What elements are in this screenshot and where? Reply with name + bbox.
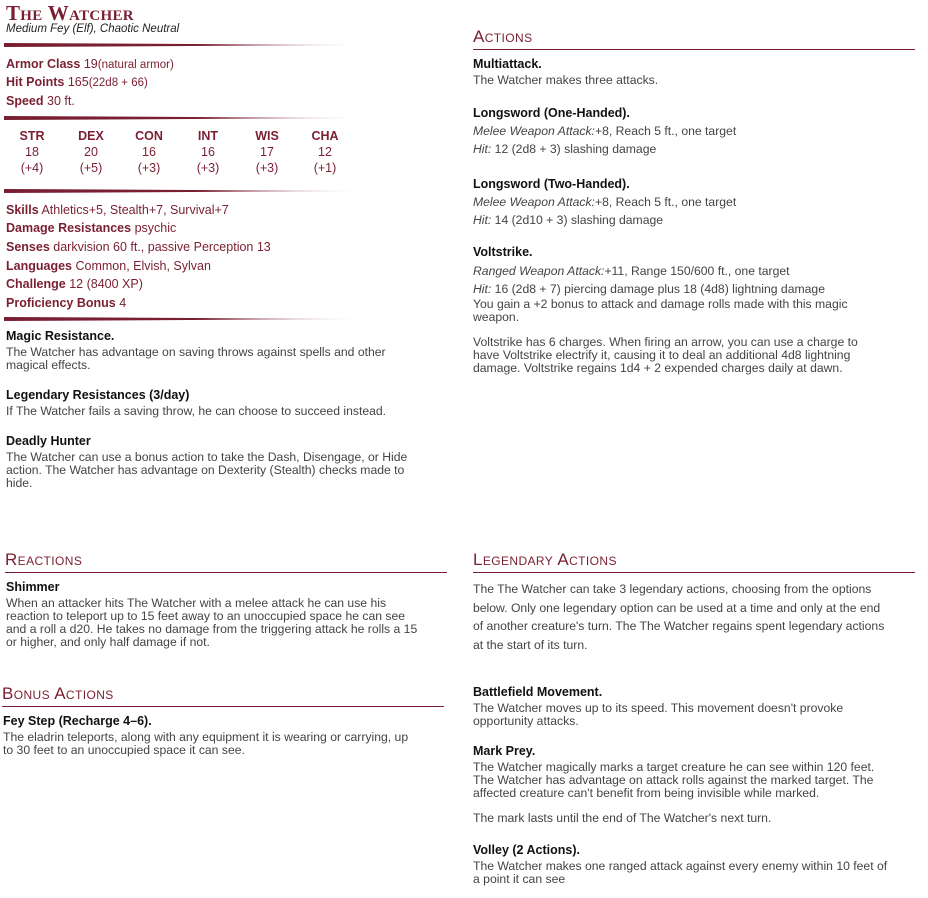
divider (4, 189, 366, 193)
action-longsword-two-handed: Longsword (Two-Handed). Melee Weapon Attack:+8, Reach 5 ft., one target Hit: 14 (2d10 + 3) slashing damage (473, 177, 737, 227)
divider (4, 317, 366, 321)
trait-magic-resistance: Magic Resistance. The Watcher has advantage on saving throws against spells and other magical effects. (6, 329, 386, 372)
bonus-action-fey-step: Fey Step (Recharge 4–6). The eladrin teleports, along with any equipment it is wearing or carrying, up to 30 feet to an unoccupied space it can see. (3, 714, 409, 757)
legendary-volley: Volley (2 Actions). The Watcher makes one ranged attack against every enemy within 10 feet of a point it can see (473, 843, 888, 886)
ability-dex: DEX 20 (+5) (78, 129, 104, 175)
monster-meta: Medium Fey (Elf), Chaotic Neutral (6, 23, 180, 35)
divider (4, 43, 366, 47)
speed: Speed 30 ft. (6, 94, 75, 108)
armor-class: Armor Class 19(natural armor) (6, 57, 174, 71)
monster-name: The Watcher (6, 1, 134, 25)
legendary-battlefield-movement: Battlefield Movement. The Watcher moves up to its speed. This movement doesn't provoke opportunity attacks. (473, 685, 844, 728)
skills: Skills Athletics+5, Stealth+7, Survival+7 (6, 203, 229, 217)
senses: Senses darkvision 60 ft., passive Perception 13 (6, 240, 271, 254)
reactions-header: Reactions (5, 550, 447, 573)
divider (4, 116, 366, 120)
action-voltstrike: Voltstrike. Ranged Weapon Attack:+11, Range 150/600 ft., one target Hit: 16 (2d8 + 7) piercing damage plus 18 (4d8) lightning damage You gain a +2 bonus to attack and damage rolls made with this magic weapon. Voltstrike has 6 charges. When firing an arrow, you can use a charge to have Voltstrike electrify it, causing it to deal an additional 4d8 lightning damage. Voltstrike regains 1d4 + 2 expended charges daily at dawn. (473, 245, 858, 375)
ability-wis: WIS 17 (+3) (255, 129, 279, 175)
proficiency-bonus: Proficiency Bonus 4 (6, 296, 127, 310)
legendary-mark-prey: Mark Prey. The Watcher magically marks a target creature he can see within 120 feet. The Watcher has advantage on attack rolls against the marked target. The affected creature can't benefit from being invisible while marked. The mark lasts until the end of The Watcher's next turn. (473, 744, 875, 825)
ability-str: STR 18 (+4) (19, 129, 45, 175)
hit-points: Hit Points 165(22d8 + 66) (6, 75, 148, 89)
languages: Languages Common, Elvish, Sylvan (6, 259, 211, 273)
damage-resistances: Damage Resistances psychic (6, 221, 177, 235)
legendary-actions-header: Legendary Actions (473, 550, 915, 573)
ability-int: INT 16 (+3) (196, 129, 220, 175)
legendary-intro: The The Watcher can take 3 legendary actions, choosing from the options below. Only one legendary option can be used at a time and only at the end of another creature's turn. The The Watcher regains spent legendary actions at the start of its turn. (473, 582, 885, 652)
challenge: Challenge 12 (8400 XP) (6, 277, 143, 291)
reaction-shimmer: Shimmer When an attacker hits The Watcher with a melee attack he can use his reaction to teleport up to 15 feet away to an unoccupied space he can see and a roll a d20. He takes no damage from the triggering attack he rolls a 15 or higher, and only half damage if not. (6, 580, 418, 649)
bonus-actions-header: Bonus Actions (2, 684, 444, 707)
trait-legendary-resistances: Legendary Resistances (3/day) If The Watcher fails a saving throw, he can choose to succeed instead. (6, 388, 387, 418)
action-multiattack: Multiattack. The Watcher makes three attacks. (473, 57, 659, 87)
actions-header: Actions (473, 27, 915, 50)
action-longsword-one-handed: Longsword (One-Handed). Melee Weapon Attack:+8, Reach 5 ft., one target Hit: 12 (2d8 + 3) slashing damage (473, 106, 737, 156)
ability-con: CON 16 (+3) (135, 129, 163, 175)
trait-deadly-hunter: Deadly Hunter The Watcher can use a bonus action to take the Dash, Disengage, or Hide action. The Watcher has advantage on Dexterity (Stealth) checks made to hide. (6, 434, 408, 490)
ability-cha: CHA 12 (+1) (311, 129, 339, 175)
